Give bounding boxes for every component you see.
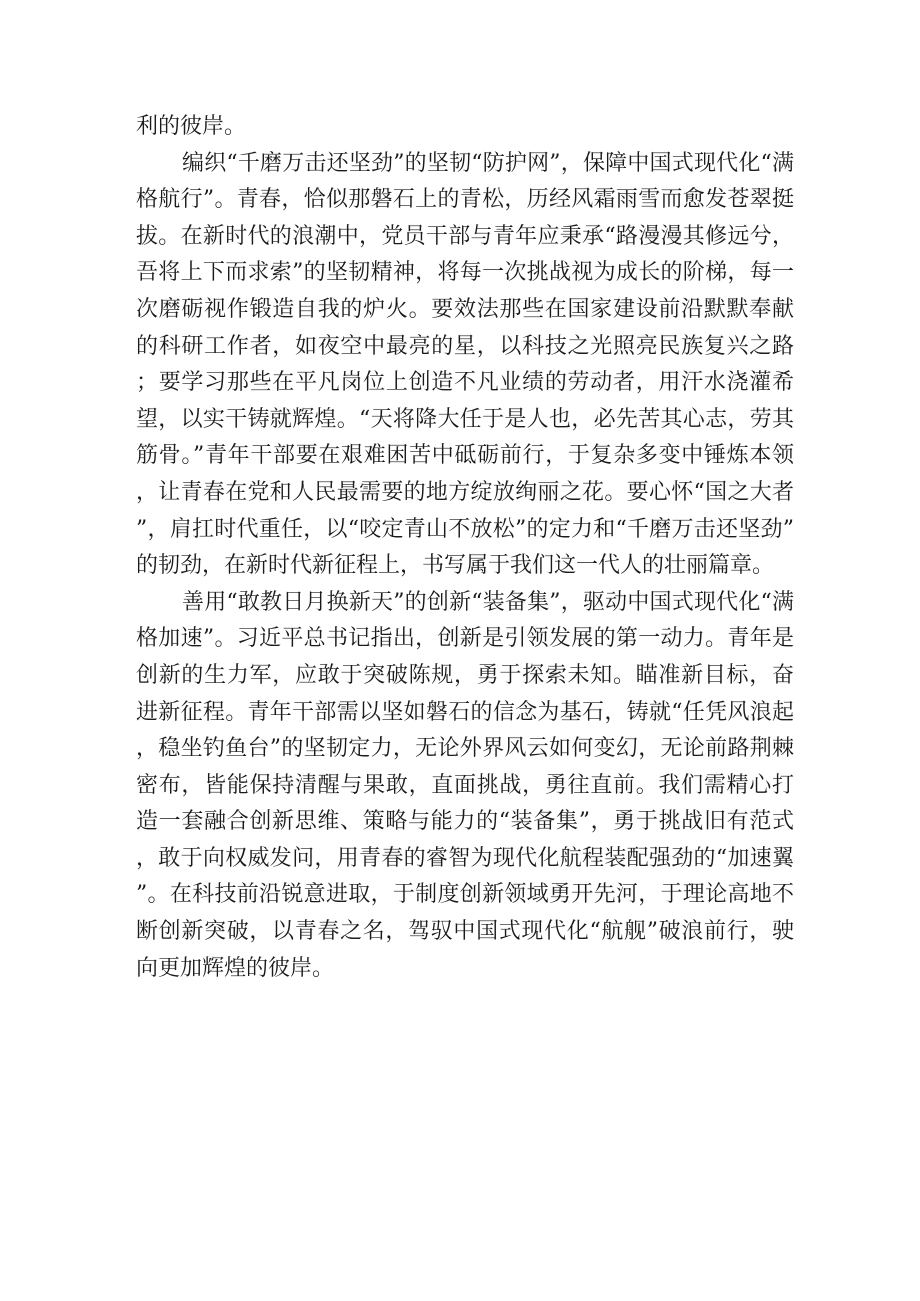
- paragraph-continuation: 利的彼岸。: [136, 114, 247, 139]
- document-page: [136, 109, 794, 987]
- paragraph-innovation: 善用“敢教日月换新天”的创新“装备集”，驱动中国式现代化“满格加速”。习近平总书记指出，创新是引领发展的第一动力。青年是创新的生力军，应敢于突破陈规，勇于探索未知。瞄准新目标，奋进新征程。青年干部需以坚如磐石的信念为基石，铸就“任凭风浪起，稳坐钓鱼台”的坚韧定力，无论外界风云如何变幻，无论前路荆棘密布，皆能保持清醒与果敢，直面挑战，勇往直前。我们需精心打造一套融合创新思维、策略与能力的“装备集”，勇于挑战旧有范式，敢于向权威发问，用青春的睿智为现代化航程装配强劲的“加速翼”。在科技前沿锐意进取，于制度创新领域勇开先河，于理论高地不断创新突破，以青春之名，驾驭中国式现代化“航舰”破浪前行，驶向更加辉煌的彼岸。: [136, 589, 794, 981]
- paragraph-resilience: 编织“千磨万击还坚劲”的坚韧“防护网”，保障中国式现代化“满格航行”。青春，恰似那磐石上的青松，历经风霜雨雪而愈发苍翠挺拔。在新时代的浪潮中，党员干部与青年应秉承“路漫漫其修远兮，吾将上下而求索”的坚韧精神，将每一次挑战视为成长的阶梯，每一次磨砺视作锻造自我的炉火。要效法那些在国家建设前沿默默奉献的科研工作者，如夜空中最亮的星，以科技之光照亮民族复兴之路；要学习那些在平凡岗位上创造不凡业绩的劳动者，用汗水浇灌希望，以实干铸就辉煌。“天将降大任于是人也，必先苦其心志，劳其筋骨。”青年干部要在艰难困苦中砥砺前行，于复杂多变中锤炼本领，让青春在党和人民最需要的地方绽放绚丽之花。要心怀“国之大者”，肩扛时代重任，以“咬定青山不放松”的定力和“千磨万击还坚劲”的韧劲，在新时代新征程上，书写属于我们这一代人的壮丽篇章。: [136, 150, 794, 579]
